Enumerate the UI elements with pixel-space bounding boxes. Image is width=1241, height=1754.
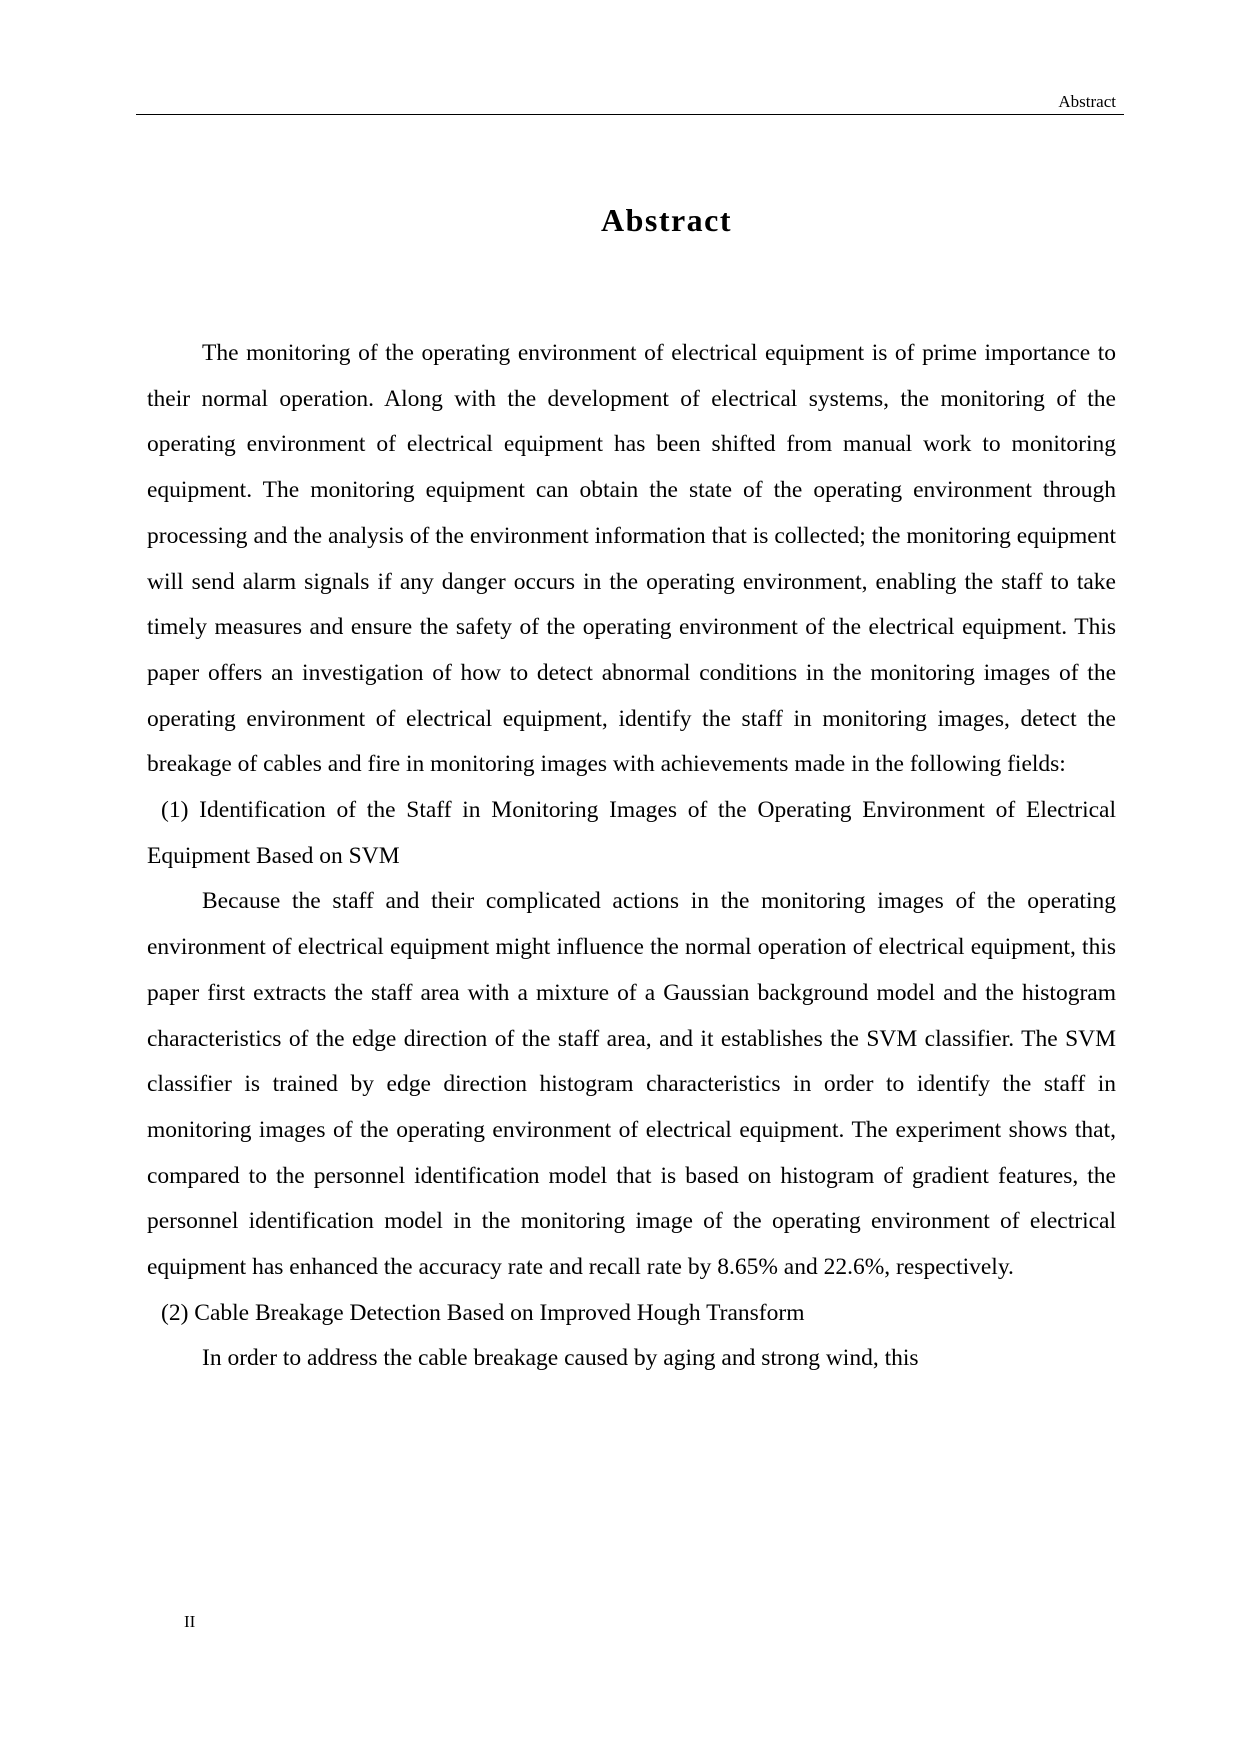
abstract-body [147, 331, 1116, 1382]
paragraph-intro: The monitoring of the operating environment of electrical equipment is of prime importance to their normal operation. Along with the development of electrical systems, the monitoring of the operating environment of electrical equipment has been shifted from manual work to monitoring equipment. The monitoring equipment can obtain the state of the operating environment through processing and the analysis of the environment information that is collected; the monitoring equipment will send alarm signals if any danger occurs in the operating environment, enabling the staff to take timely measures and ensure the safety of the operating environment of the electrical equipment. This paper offers an investigation of how to detect abnormal conditions in the monitoring images of the operating environment of electrical equipment, identify the staff in monitoring images, detect the breakage of cables and fire in monitoring images with achievements made in the following fields: [147, 340, 1116, 778]
running-header [136, 90, 1124, 115]
section-heading-2: (2) Cable Breakage Detection Based on Improved Hough Transform [161, 1299, 805, 1326]
paragraph-cable-breakage: In order to address the cable breakage caused by aging and strong wind, this [202, 1345, 919, 1372]
page-number: II [184, 1612, 196, 1631]
section-heading-1: (1) Identification of the Staff in Monitoring Images of the Operating Environment of Electrical Equipment Based on SVM [147, 797, 1116, 869]
paragraph-staff-identification: Because the staff and their complicated actions in the monitoring images of the operating environment of electrical equipment might influence the normal operation of electrical equipment, this paper first extracts the staff area with a mixture of a Gaussian background model and the histogram characteristics of the edge direction of the staff area, and it establishes the SVM classifier. The SVM classifier is trained by edge direction histogram characteristics in order to identify the staff in monitoring images of the operating environment of electrical equipment. The experiment shows that, compared to the personnel identification model that is based on histogram of gradient features, the personnel identification model in the monitoring image of the operating environment of electrical equipment has enhanced the accuracy rate and recall rate by 8.65% and 22.6%, respectively. [147, 888, 1116, 1281]
running-header-title: Abstract [1058, 92, 1116, 111]
page-title: Abstract [600, 202, 733, 238]
